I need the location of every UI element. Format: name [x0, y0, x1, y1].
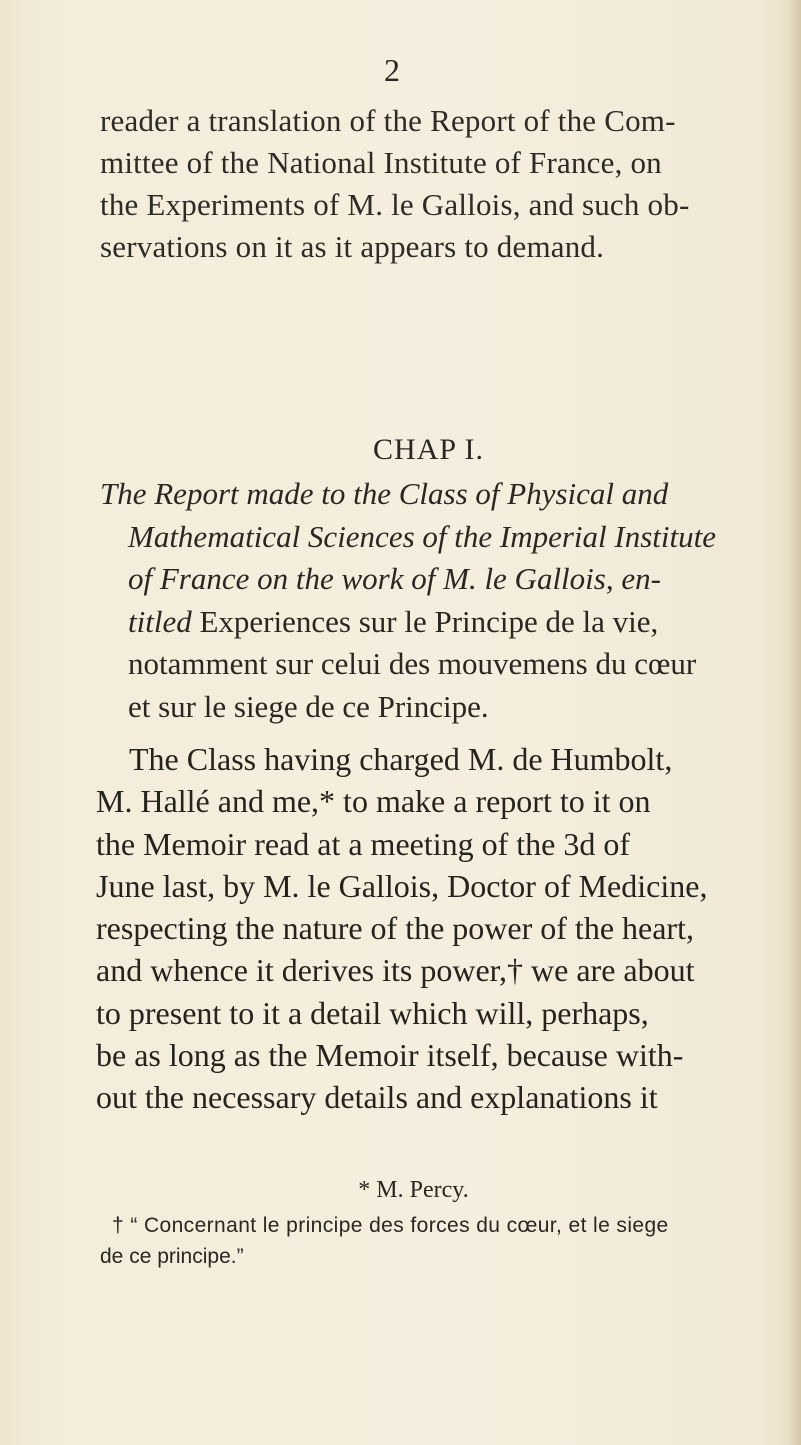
footnote-line: de ce principe.”: [100, 1245, 244, 1268]
subtitle-italic-text: of France on the work of M. le Gallois, en-: [128, 561, 661, 596]
subtitle-line: [96, 516, 736, 559]
text-line: servations on it as it appears to demand.: [100, 229, 605, 264]
body-paragraph: [96, 738, 736, 1119]
text-line: to present to it a detail which will, perhaps,: [96, 994, 649, 1031]
intro-paragraph: [100, 100, 710, 268]
chapter-heading: CHAP I.: [373, 433, 484, 466]
subtitle-roman-text: et sur le siege de ce Principe.: [128, 688, 489, 724]
text-line: June last, by M. le Gallois, Doctor of Medicine,: [96, 867, 708, 904]
subtitle-italic-text: The Report made to the Class of Physical and: [100, 476, 669, 511]
subtitle-italic-text: titled: [128, 603, 192, 639]
text-line: out the necessary details and explanations it: [96, 1079, 658, 1116]
text-line: respecting the nature of the power of the heart,: [96, 910, 694, 947]
text-line: be as long as the Memoir itself, because with-: [96, 1037, 684, 1074]
subtitle-line: [96, 601, 736, 644]
text-line: M. Hallé and me,* to make a report to it on: [96, 783, 651, 820]
text-line: the Experiments of M. le Gallois, and such ob-: [100, 187, 690, 222]
subtitle-line: [96, 558, 736, 601]
subtitle-line: [96, 473, 736, 516]
text-line: and whence it derives its power,† we are about: [96, 952, 695, 989]
page-edge-shadow: [787, 0, 801, 1445]
text-line: the Memoir read at a meeting of the 3d of: [96, 825, 631, 862]
chapter-subtitle: [96, 473, 736, 728]
footnote-line: † “ Concernant le principe des forces du cœur, et le siege: [112, 1214, 669, 1237]
text-line: reader a translation of the Report of the Com-: [100, 103, 676, 138]
subtitle-roman-text: Experiences sur le Principe de la vie,: [191, 603, 659, 639]
page-number: 2: [384, 52, 400, 88]
subtitle-roman-text: notamment sur celui des mouvemens du cœur: [128, 646, 697, 681]
text-line: The Class having charged M. de Humbolt,: [129, 741, 673, 777]
footnote-dagger: [100, 1210, 720, 1272]
footnote-star: * M. Percy.: [358, 1177, 469, 1203]
subtitle-italic-text: Mathematical Sciences of the Imperial Institute: [128, 518, 716, 554]
subtitle-line: [96, 643, 736, 686]
text-line: mittee of the National Institute of France, on: [100, 145, 662, 180]
subtitle-line: [96, 686, 736, 729]
